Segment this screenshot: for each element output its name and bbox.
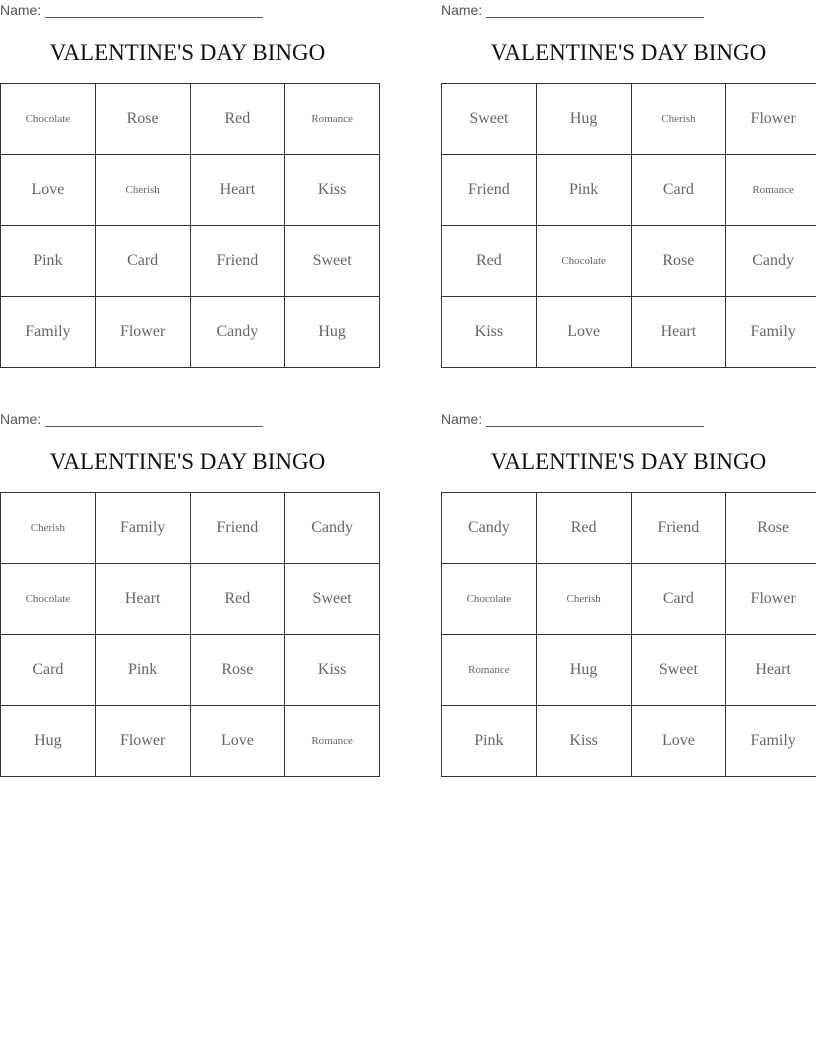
bingo-cell[interactable]: Pink (442, 706, 537, 777)
bingo-cell[interactable]: Heart (190, 155, 285, 226)
bingo-cell[interactable]: Heart (95, 564, 190, 635)
bingo-cell[interactable]: Rose (95, 84, 190, 155)
grid-row (442, 155, 816, 226)
bingo-grid (0, 492, 380, 777)
bingo-cell[interactable]: Family (726, 706, 816, 777)
name-field (441, 2, 704, 18)
bingo-cell[interactable]: Rose (726, 493, 816, 564)
name-label: Name: (0, 411, 42, 427)
grid-row (442, 297, 816, 368)
grid-row (1, 564, 380, 635)
bingo-cell[interactable]: Love (536, 297, 631, 368)
bingo-cell[interactable]: Heart (726, 635, 816, 706)
bingo-cell[interactable]: Love (1, 155, 96, 226)
bingo-cell[interactable]: Red (190, 564, 285, 635)
grid-row (442, 493, 816, 564)
grid-row (442, 226, 816, 297)
bingo-cell[interactable]: Sweet (285, 564, 380, 635)
grid-row (1, 297, 380, 368)
bingo-cell[interactable]: Friend (631, 493, 726, 564)
bingo-cell[interactable]: Chocolate (536, 226, 631, 297)
grid-row (442, 635, 816, 706)
bingo-cell[interactable]: Friend (190, 493, 285, 564)
bingo-cell[interactable]: Romance (726, 155, 816, 226)
bingo-cell[interactable]: Pink (95, 635, 190, 706)
name-blank[interactable] (45, 3, 263, 18)
bingo-cell[interactable]: Family (726, 297, 816, 368)
bingo-cell[interactable]: Friend (442, 155, 537, 226)
grid-row (1, 155, 380, 226)
bingo-cell[interactable]: Sweet (442, 84, 537, 155)
bingo-cell[interactable]: Flower (726, 564, 816, 635)
bingo-cell[interactable]: Cherish (536, 564, 631, 635)
bingo-cell[interactable]: Candy (190, 297, 285, 368)
bingo-cell[interactable]: Romance (442, 635, 537, 706)
bingo-cell[interactable]: Love (190, 706, 285, 777)
name-field (0, 2, 263, 18)
name-label: Name: (441, 2, 483, 18)
card-title: VALENTINE'S DAY BINGO (49, 449, 326, 474)
name-blank[interactable] (486, 3, 704, 18)
bingo-cell[interactable]: Pink (1, 226, 96, 297)
bingo-grid (441, 83, 816, 368)
grid-row (442, 84, 816, 155)
bingo-cell[interactable]: Chocolate (442, 564, 537, 635)
name-blank[interactable] (486, 412, 704, 427)
bingo-cell[interactable]: Cherish (631, 84, 726, 155)
bingo-cell[interactable]: Kiss (285, 155, 380, 226)
bingo-cell[interactable]: Pink (536, 155, 631, 226)
bingo-cell[interactable]: Flower (726, 84, 816, 155)
bingo-cell[interactable]: Kiss (285, 635, 380, 706)
card-title: VALENTINE'S DAY BINGO (490, 40, 767, 65)
bingo-cell[interactable]: Flower (95, 706, 190, 777)
name-field (441, 411, 704, 427)
grid-row (442, 564, 816, 635)
bingo-cell[interactable]: Kiss (536, 706, 631, 777)
bingo-cell[interactable]: Chocolate (1, 564, 96, 635)
bingo-cell[interactable]: Love (631, 706, 726, 777)
grid-row (1, 635, 380, 706)
bingo-cell[interactable]: Sweet (285, 226, 380, 297)
name-label: Name: (0, 2, 42, 18)
bingo-cell[interactable]: Romance (285, 84, 380, 155)
grid-row (1, 493, 380, 564)
bingo-cell[interactable]: Candy (285, 493, 380, 564)
name-label: Name: (441, 411, 483, 427)
bingo-cell[interactable]: Red (442, 226, 537, 297)
bingo-cell[interactable]: Chocolate (1, 84, 96, 155)
bingo-cell[interactable]: Card (95, 226, 190, 297)
bingo-cell[interactable]: Card (1, 635, 96, 706)
grid-row (1, 706, 380, 777)
bingo-grid (441, 492, 816, 777)
name-blank[interactable] (45, 412, 263, 427)
bingo-cell[interactable]: Friend (190, 226, 285, 297)
grid-row (1, 84, 380, 155)
bingo-cell[interactable]: Hug (536, 635, 631, 706)
bingo-cell[interactable]: Cherish (95, 155, 190, 226)
bingo-cell[interactable]: Card (631, 564, 726, 635)
bingo-cell[interactable]: Card (631, 155, 726, 226)
bingo-grid (0, 83, 380, 368)
bingo-cell[interactable]: Red (190, 84, 285, 155)
grid-row (442, 706, 816, 777)
card-title: VALENTINE'S DAY BINGO (490, 449, 767, 474)
bingo-cell[interactable]: Hug (285, 297, 380, 368)
bingo-cell[interactable]: Candy (726, 226, 816, 297)
grid-row (1, 226, 380, 297)
bingo-cell[interactable]: Sweet (631, 635, 726, 706)
bingo-cell[interactable]: Rose (190, 635, 285, 706)
bingo-cell[interactable]: Family (1, 297, 96, 368)
bingo-cell[interactable]: Flower (95, 297, 190, 368)
bingo-cell[interactable]: Heart (631, 297, 726, 368)
bingo-cell[interactable]: Rose (631, 226, 726, 297)
card-title: VALENTINE'S DAY BINGO (49, 40, 326, 65)
bingo-cell[interactable]: Kiss (442, 297, 537, 368)
bingo-cell[interactable]: Candy (442, 493, 537, 564)
name-field (0, 411, 263, 427)
bingo-cell[interactable]: Romance (285, 706, 380, 777)
bingo-cell[interactable]: Family (95, 493, 190, 564)
bingo-cell[interactable]: Hug (536, 84, 631, 155)
bingo-cell[interactable]: Red (536, 493, 631, 564)
bingo-cell[interactable]: Hug (1, 706, 96, 777)
bingo-cell[interactable]: Cherish (1, 493, 96, 564)
